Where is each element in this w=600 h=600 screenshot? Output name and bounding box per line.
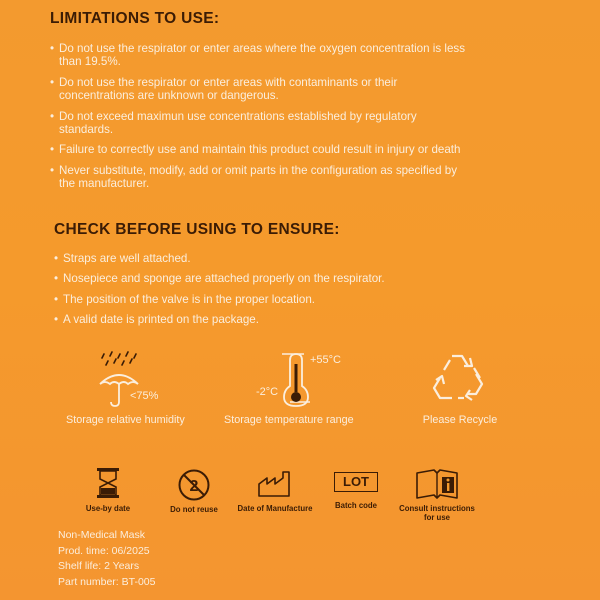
instructions-icon xyxy=(414,468,460,500)
list-item: • A valid date is printed on the package. xyxy=(54,313,259,327)
use-by-label: Use-by date xyxy=(85,504,131,513)
shelf-life: Shelf life: 2 Years xyxy=(58,560,140,572)
list-item: • The position of the valve is in the proper location. xyxy=(54,292,315,306)
list-item: • Never substitute, modify, add or omit parts in the configuration as specified by the manufacturer. xyxy=(50,163,458,191)
list-item: • Straps are well attached. xyxy=(54,252,191,265)
list-item: • Do not use the respirator or enter areas with contaminants or their concentrations are unknown or dangerous. xyxy=(50,75,398,103)
recycle-block xyxy=(410,350,510,426)
temp-low: -2°C xyxy=(256,386,279,398)
instructions-label-line1: Consult instructions xyxy=(399,504,475,513)
limitations-title: LIMITATIONS TO USE: xyxy=(50,10,220,27)
recycle-label: Please Recycle xyxy=(422,414,498,426)
recycle-icon xyxy=(428,350,492,406)
manufacture-block xyxy=(232,468,318,513)
temperature-block xyxy=(224,350,374,426)
humidity-label: Storage relative humidity xyxy=(66,414,185,426)
check-title: CHECK BEFORE USING TO ENSURE: xyxy=(54,221,340,238)
instructions-block xyxy=(392,468,482,522)
temperature-label: Storage temperature range xyxy=(224,414,354,426)
part-number: Part number: BT-005 xyxy=(58,575,156,588)
no-reuse-icon xyxy=(177,468,211,502)
batch-label: Batch code xyxy=(334,501,378,510)
no-reuse-label: Do not reuse xyxy=(170,505,218,514)
limitations-list xyxy=(50,42,560,198)
list-item: • Do not use the respirator or enter areas where the oxygen concentration is less than 19.5%. xyxy=(50,42,466,69)
svg-text:2: 2 xyxy=(189,478,199,495)
prod-time: Prod. time: 06/2025 xyxy=(58,544,150,557)
humidity-block xyxy=(62,350,202,426)
use-by-block xyxy=(78,466,138,513)
product-type: Non-Medical Mask xyxy=(58,529,145,541)
lot-box: LOT xyxy=(334,472,378,492)
manufacture-label: Date of Manufacture xyxy=(237,504,313,513)
product-info xyxy=(58,528,155,590)
check-list xyxy=(54,252,534,334)
factory-icon xyxy=(255,468,295,500)
batch-block xyxy=(326,472,386,510)
hourglass-icon xyxy=(93,466,123,500)
list-item: • Do not exceed maximun use concentrations established by regulatory standards. xyxy=(50,109,417,137)
list-item: • Failure to correctly use and maintain this product could result in injury or death xyxy=(50,143,461,157)
humidity-value: <75% xyxy=(130,390,159,402)
no-reuse-block xyxy=(164,468,224,514)
temp-high: +55°C xyxy=(310,354,342,366)
instructions-label xyxy=(392,504,482,522)
list-item: • Nosepiece and sponge are attached properly on the respirator. xyxy=(54,272,385,286)
instructions-label-line2: for use xyxy=(424,513,450,522)
